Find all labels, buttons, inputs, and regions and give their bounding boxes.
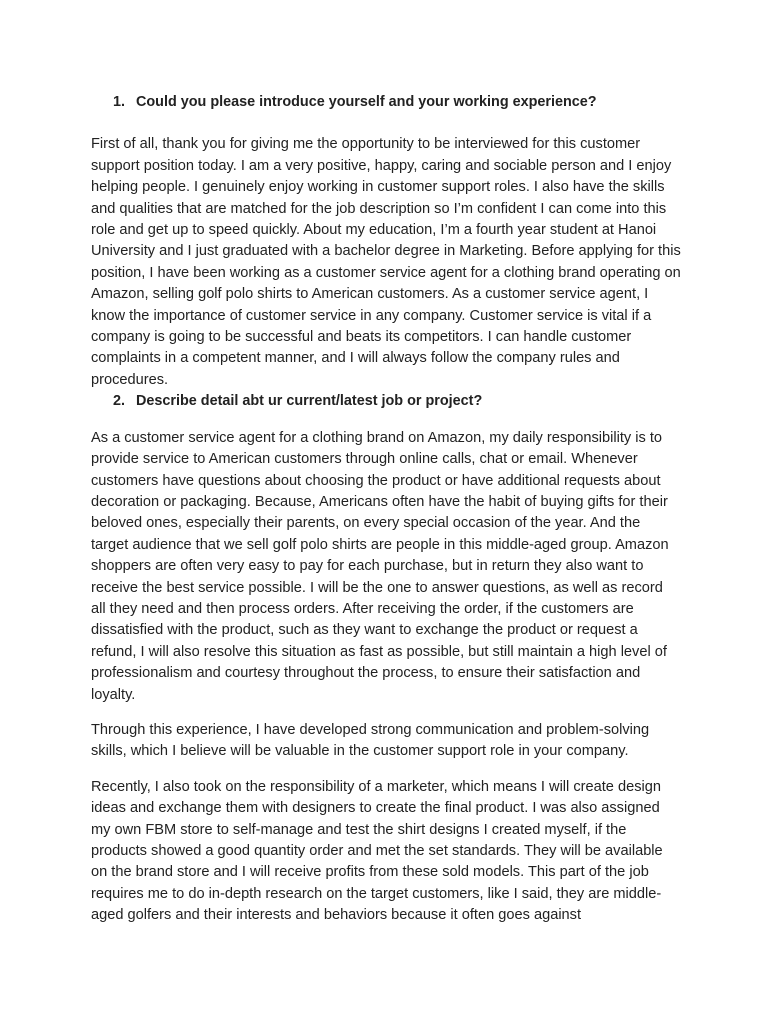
answer-1-paragraph: First of all, thank you for giving me the opportunity to be interviewed for this customer support position today. I am a very positive, happy, caring and sociable person and I enjoy helping people. I genuinely enjoy working in customer support roles. I also have the skills and qualities that are matched for the job description so I’m confident I can come into this role and get up to speed quickly. About my education, I’m a fourth year student at Hanoi University and I just graduated with a bachelor degree in Marketing. Before applying for this position, I have been working as a customer service agent for a clothing brand operating on Amazon, selling golf polo shirts to American customers. As a customer service agent, I know the importance of customer service in any company. Customer service is vital if a company is going to be successful and beats its competitors. I can handle customer complaints in a competent manner, and I will always follow the company rules and procedures. — [91, 136, 681, 388]
answer-2-paragraph-1: As a customer service agent for a clothing brand on Amazon, my daily responsibility is to provide service to American customers through online calls, chat or email. Whenever customers have questions about choosing the product or have additional requests about decoration or packaging. Because, Americans often have the habit of buying gifts for their beloved ones, especially their parents, on every special occasion of the year. And the target audience that we sell golf polo shirts are people in this middle-aged group. Amazon shoppers are often very easy to pay for each purchase, but in return they also want to receive the best service possible. I will be the one to answer questions, as well as record all they need and then process orders. After receiving the order, if the customers are dissatisfied with the product, such as they want to exchange the product or request a refund, I will also resolve this situation as fast as possible, but still maintain a high level of professionalism and courtesy throughout the process, to ensure their satisfaction and loyalty. — [91, 429, 669, 703]
question-2 — [91, 391, 681, 412]
question-1 — [91, 92, 681, 113]
answer-2-paragraph-3: Recently, I also took on the responsibility of a marketer, which means I will create design ideas and exchange them with designers to create the final product. I was also assigned my own FBM store to self-manage and test the shirt designs I created myself, if the products showed a good quantity order and met the set standards. They will be available on the brand store and I will receive profits from these sold models. This part of the job requires me to do in-depth research on the target customers, like I said, they are middle-aged golfers and their interests and behaviors because it often goes against — [91, 778, 663, 924]
question-text: Could you please introduce yourself and your working experience? — [136, 94, 597, 110]
question-text: Describe detail abt ur current/latest job or project? — [136, 393, 483, 410]
document-content — [91, 92, 681, 927]
question-number: 1. — [113, 94, 126, 110]
answer-2-paragraph-2: Through this experience, I have developed strong communication and problem-solving skills, which I believe will be valuable in the customer support role in your company. — [91, 721, 650, 760]
question-number: 2. — [113, 393, 126, 410]
